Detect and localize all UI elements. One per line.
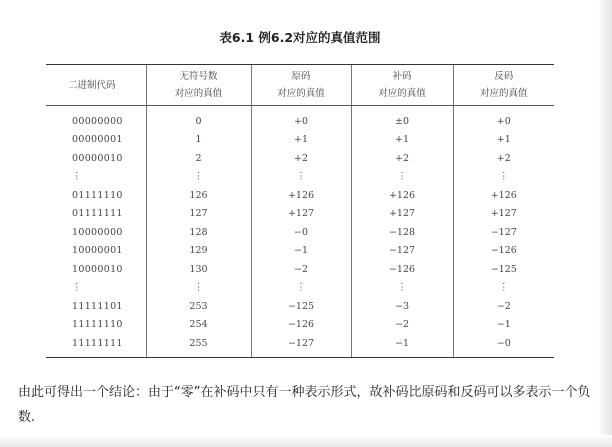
twos-complement-cell: ⋮: [351, 279, 453, 298]
ones-complement-cell: +126: [453, 186, 554, 205]
sign-magnitude-cell: −125: [251, 297, 351, 316]
ones-complement-cell: ⋮: [453, 168, 554, 187]
ones-complement-cell: −0: [453, 334, 554, 357]
twos-complement-cell: −126: [351, 260, 453, 279]
binary-code-cell: 11111101: [72, 300, 123, 312]
page-shadow-bottom: [0, 435, 612, 447]
table-row: [46, 106, 554, 131]
binary-code-cell: ⋮: [72, 171, 82, 183]
binary-code-cell: 01111110: [72, 189, 123, 201]
twos-complement-cell: −1: [351, 334, 453, 357]
header-sign-magnitude: 原码 对应的真值: [251, 65, 351, 106]
header-unsigned: 无符号数 对应的真值: [146, 65, 251, 106]
sign-magnitude-cell: +2: [251, 149, 351, 168]
table-row: [46, 149, 554, 168]
sign-magnitude-cell: −126: [251, 316, 351, 335]
sign-magnitude-cell: −1: [251, 242, 351, 261]
unsigned-value-cell: 0: [146, 106, 251, 131]
table-row: [46, 223, 554, 242]
table-row: [46, 205, 554, 224]
ones-complement-cell: −127: [453, 223, 554, 242]
table-row: [46, 260, 554, 279]
table-row: [46, 186, 554, 205]
unsigned-value-cell: 2: [146, 149, 251, 168]
binary-code-cell: 00000001: [72, 134, 123, 146]
binary-code-cell: 10000001: [72, 245, 123, 257]
sign-magnitude-cell: +0: [251, 106, 351, 131]
ones-complement-cell: +1: [453, 131, 554, 150]
binary-code-cell: 10000000: [72, 226, 123, 238]
unsigned-value-cell: 126: [146, 186, 251, 205]
truth-value-table: [46, 64, 554, 358]
unsigned-value-cell: 128: [146, 223, 251, 242]
unsigned-value-cell: 1: [146, 131, 251, 150]
unsigned-value-cell: 253: [146, 297, 251, 316]
twos-complement-cell: +2: [351, 149, 453, 168]
twos-complement-cell: +127: [351, 205, 453, 224]
ones-complement-cell: −125: [453, 260, 554, 279]
unsigned-value-cell: 129: [146, 242, 251, 261]
table-header-row: [46, 65, 554, 106]
table-row: [46, 168, 554, 187]
ones-complement-cell: +2: [453, 149, 554, 168]
table-row: [46, 131, 554, 150]
twos-complement-cell: −128: [351, 223, 453, 242]
unsigned-value-cell: 127: [146, 205, 251, 224]
sign-magnitude-cell: +126: [251, 186, 351, 205]
sign-magnitude-cell: −2: [251, 260, 351, 279]
table-row: [46, 334, 554, 357]
sign-magnitude-cell: +1: [251, 131, 351, 150]
ones-complement-cell: −2: [453, 297, 554, 316]
header-ones-complement: 反码 对应的真值: [453, 65, 554, 106]
unsigned-value-cell: ⋮: [146, 168, 251, 187]
ones-complement-cell: +0: [453, 106, 554, 131]
binary-code-cell: 00000000: [72, 115, 123, 127]
ones-complement-cell: +127: [453, 205, 554, 224]
twos-complement-cell: ±0: [351, 106, 453, 131]
ones-complement-cell: −1: [453, 316, 554, 335]
ones-complement-cell: ⋮: [453, 279, 554, 298]
sign-magnitude-cell: ⋮: [251, 168, 351, 187]
binary-code-cell: 11111110: [72, 319, 123, 331]
twos-complement-cell: ⋮: [351, 168, 453, 187]
binary-code-cell: 01111111: [72, 208, 123, 220]
twos-complement-cell: +1: [351, 131, 453, 150]
binary-code-cell: ⋮: [72, 282, 82, 294]
binary-code-cell: 11111111: [46, 334, 146, 357]
unsigned-value-cell: ⋮: [146, 279, 251, 298]
ones-complement-cell: −126: [453, 242, 554, 261]
page-shadow-right: [598, 0, 612, 447]
unsigned-value-cell: 255: [146, 334, 251, 357]
twos-complement-cell: +126: [351, 186, 453, 205]
header-twos-complement: 补码 对应的真值: [351, 65, 453, 106]
twos-complement-cell: −127: [351, 242, 453, 261]
table-body: [46, 106, 554, 358]
sign-magnitude-cell: +127: [251, 205, 351, 224]
sign-magnitude-cell: −0: [251, 223, 351, 242]
sign-magnitude-cell: ⋮: [251, 279, 351, 298]
table-row: [46, 242, 554, 261]
unsigned-value-cell: 130: [146, 260, 251, 279]
twos-complement-cell: −3: [351, 297, 453, 316]
conclusion-paragraph: 由此可得出一个结论：由于“零”在补码中只有一种表示形式，故补码比原码和反码可以多表示一个负数.: [18, 385, 591, 425]
table-row: [46, 297, 554, 316]
table-row: [46, 316, 554, 335]
table-row: [46, 279, 554, 298]
binary-code-cell: 00000010: [72, 152, 123, 164]
twos-complement-cell: −2: [351, 316, 453, 335]
sign-magnitude-cell: −127: [251, 334, 351, 357]
header-binary-code: 二进制代码: [46, 65, 146, 106]
unsigned-value-cell: 254: [146, 316, 251, 335]
binary-code-cell: 10000010: [72, 263, 123, 275]
table-caption: 表6.1 例6.2对应的真值范围: [219, 30, 381, 45]
